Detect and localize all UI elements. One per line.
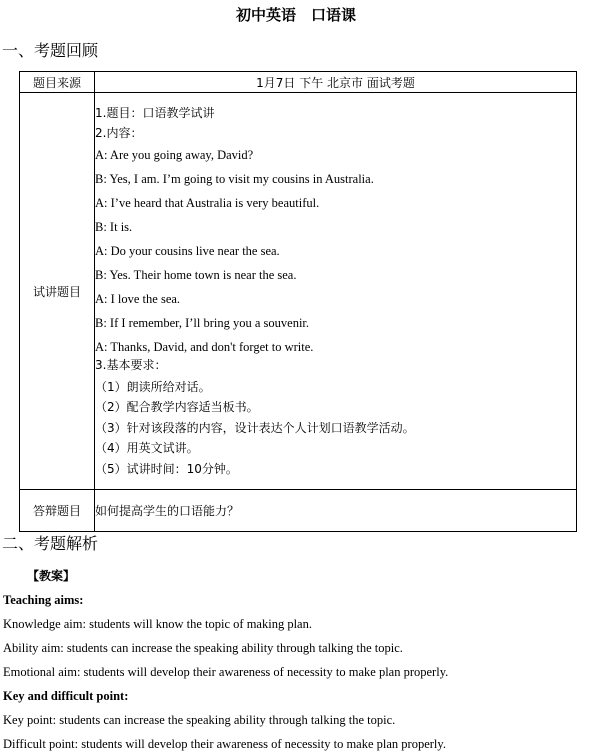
lesson-plan <box>0 564 592 756</box>
requirement-item: （2）配合教学内容适当板书。 <box>95 400 259 415</box>
page-title: 初中英语 口语课 <box>235 6 356 24</box>
dialogue-line: B: Yes. Their home town is near the sea. <box>95 267 297 282</box>
answer-question: 如何提高学生的口语能力？ <box>95 490 577 532</box>
requirement-item: （4）用英文试讲。 <box>95 441 199 456</box>
trial-label: 试讲题目 <box>20 93 95 490</box>
dialogue-line: B: Yes, I am. I’m going to visit my cousins in Australia. <box>95 171 374 186</box>
key-difficult-heading: Key and difficult point: <box>3 689 129 703</box>
knowledge-aim: Knowledge aim: students will know the topic of making plan. <box>3 617 312 631</box>
topic-line: 1.题目：口语教学试讲 <box>95 105 215 120</box>
requirement-item: （5）试讲时间：10分钟。 <box>95 461 238 476</box>
dialogue-line: A: I love the sea. <box>95 291 181 306</box>
key-point: Key point: students can increase the speaking ability through talking the topic. <box>3 713 396 727</box>
difficult-point: Difficult point: students will develop their awareness of necessity to make plan properly. <box>3 737 446 751</box>
teaching-aims-heading: Teaching aims: <box>3 593 84 607</box>
section-heading-review: 一、考题回顾 <box>2 41 99 60</box>
table-row <box>20 93 577 490</box>
lesson-plan-label: 【教案】 <box>27 569 76 583</box>
table-row <box>20 490 577 532</box>
section-heading-analysis: 二、考题解析 <box>2 534 99 553</box>
source-label: 题目来源 <box>20 72 95 93</box>
dialogue <box>95 143 576 359</box>
content-label: 2.内容： <box>95 125 143 140</box>
question-table <box>19 71 577 532</box>
ability-aim: Ability aim: students can increase the speaking ability through talking the topic. <box>3 641 403 655</box>
requirement-item: （1）朗读所给对话。 <box>95 379 211 394</box>
requirements-list <box>95 377 576 480</box>
dialogue-line: B: It is. <box>95 219 133 234</box>
dialogue-line: A: Thanks, David, and don't forget to write. <box>95 339 314 354</box>
dialogue-line: A: Do your cousins live near the sea. <box>95 243 280 258</box>
table-row <box>20 72 577 93</box>
dialogue-line: B: If I remember, I’ll bring you a souvenir. <box>95 315 310 330</box>
dialogue-line: A: I’ve heard that Australia is very beautiful. <box>95 195 320 210</box>
requirements-label: 3.基本要求： <box>95 357 167 372</box>
answer-label: 答辩题目 <box>20 490 95 532</box>
source-value: 1月7日 下午 北京市 面试考题 <box>95 72 577 93</box>
requirement-item: （3）针对该段落的内容，设计表达个人计划口语教学活动。 <box>95 420 415 435</box>
dialogue-line: A: Are you going away, David? <box>95 147 254 162</box>
emotional-aim: Emotional aim: students will develop their awareness of necessity to make plan properly. <box>3 665 449 679</box>
trial-content <box>95 93 577 490</box>
